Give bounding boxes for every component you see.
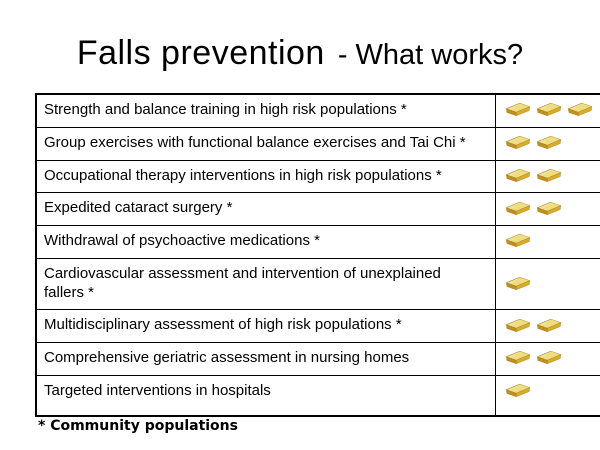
intervention-label: Cardiovascular assessment and intervention of unexplained fallers * xyxy=(36,258,496,310)
gold-bar-icon xyxy=(567,101,593,120)
table-row xyxy=(36,127,600,160)
gold-bars-cell xyxy=(496,94,600,127)
intervention-label: Withdrawal of psychoactive medications * xyxy=(36,226,496,259)
gold-bar-icon xyxy=(505,349,531,368)
gold-bar-icon xyxy=(536,167,562,186)
title-sub: - What works? xyxy=(337,39,524,71)
gold-bar-icon xyxy=(505,275,531,294)
gold-bars-cell xyxy=(496,160,600,193)
gold-bar-icon xyxy=(536,317,562,336)
gold-bars-cell xyxy=(496,258,600,310)
gold-bars-cell xyxy=(496,226,600,259)
gold-bars-cell xyxy=(496,310,600,343)
gold-bar-icon xyxy=(505,134,531,153)
table-row xyxy=(36,193,600,226)
table-row xyxy=(36,343,600,376)
table-row xyxy=(36,226,600,259)
gold-bar-icon xyxy=(505,200,531,219)
gold-bar-icon xyxy=(505,101,531,120)
intervention-label: Comprehensive geriatric assessment in nursing homes xyxy=(36,343,496,376)
table-row xyxy=(36,310,600,343)
intervention-label: Group exercises with functional balance exercises and Tai Chi * xyxy=(36,127,496,160)
table-row xyxy=(36,94,600,127)
gold-bar-icon xyxy=(536,349,562,368)
table-row xyxy=(36,375,600,415)
table-row xyxy=(36,258,600,310)
gold-bars-cell xyxy=(496,193,600,226)
intervention-label: Occupational therapy interventions in high risk populations * xyxy=(36,160,496,193)
gold-bar-icon xyxy=(536,200,562,219)
intervention-label: Expedited cataract surgery * xyxy=(36,193,496,226)
title-main: Falls prevention xyxy=(76,34,325,72)
gold-bar-icon xyxy=(536,134,562,153)
gold-bars-cell xyxy=(496,343,600,376)
table-row xyxy=(36,160,600,193)
intervention-label: Multidisciplinary assessment of high risk populations * xyxy=(36,310,496,343)
gold-bar-icon xyxy=(505,167,531,186)
page-title xyxy=(0,34,600,73)
gold-bars-cell xyxy=(496,375,600,415)
gold-bars-cell xyxy=(496,127,600,160)
gold-bar-icon xyxy=(505,382,531,401)
gold-bar-icon xyxy=(505,232,531,251)
gold-bar-icon xyxy=(505,317,531,336)
intervention-label: Targeted interventions in hospitals xyxy=(36,375,496,415)
interventions-table xyxy=(35,93,600,417)
interventions-table-body xyxy=(36,94,600,416)
footnote: * Community populations xyxy=(38,418,238,434)
gold-bar-icon xyxy=(536,101,562,120)
intervention-label: Strength and balance training in high risk populations * xyxy=(36,94,496,127)
